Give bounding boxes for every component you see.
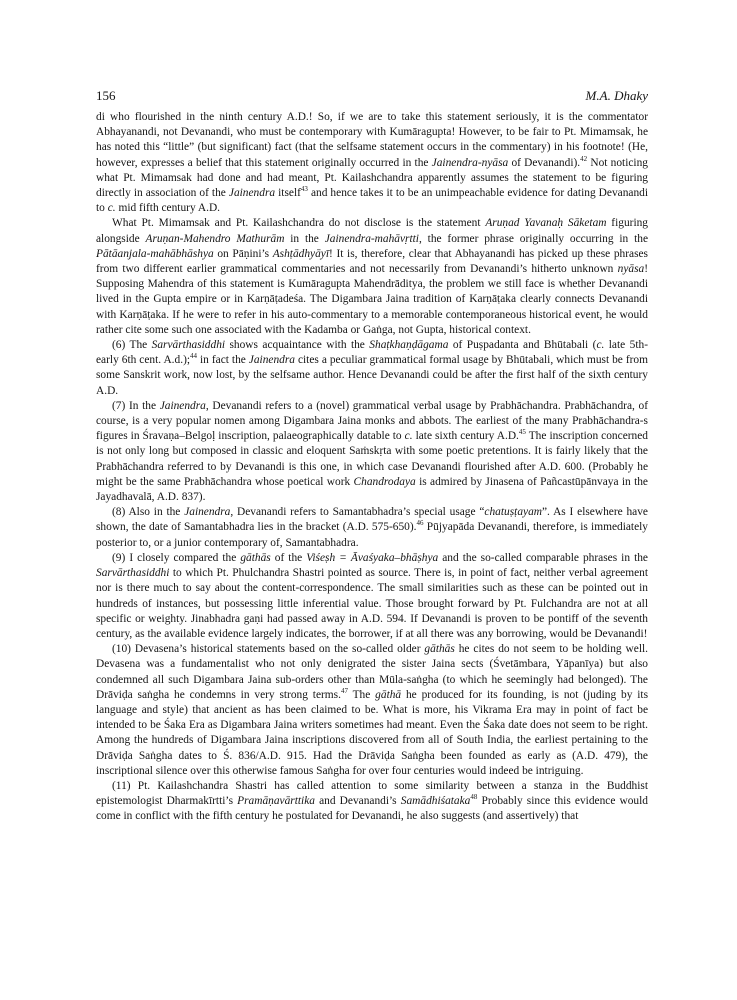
text-run: he produced for its founding, is not (juding by its language and style) that ancient as has been claimed to be. What is more, his Vikrama Era may in point of fact be intended to be Śaka Era as Digambara Jaina writers sometimes had meant. Even the Śaka date does not seem to be right. Among the hundreds of Digambara Jaina inscriptions discovered from all of South India, the earliest pertaining to the Drāviḍa Saṅgha dates to Ś. 836/A.D. 915. Had the Drāviḍa Saṅgha been founded as early as (A.D. 479), the inscriptional silence over this otherwise famous Saṅgha for over four centuries would indeed be intriguing. [96,688,649,777]
text-run: , Devanandi refers to Samantabhadra’s special usage “ [230,506,485,519]
footnote-ref: 47 [340,686,348,695]
text-run: is admired by Jinasena of Pañcastūpānvaya in the Jayadhavalā, A.D. 837). [96,475,648,504]
page-number: 156 [96,88,116,103]
paragraph [96,216,648,338]
italic-text: gāthās [240,551,271,564]
footnote-ref: 48 [470,793,478,802]
text-run: to which Pt. Phulchandra Shastri pointed as source. There is, in point of fact, neither verbal agreement nor is there much to say about the content-correspondence. The small similarities such as these can be pointed out in hundreds of instances, but possessing little inferential value. Those brought forward by Pt. Fulchandra are not at all specific or weighty. Jinabhadra gaṇi had passed away in A.D. 594. If Devanandi is proven to be pontiff of the seventh century, as the available evidence largely indicates, the borrower, if at all there was any borrowing, would be Devanandi! [96,567,648,640]
text-run: The inscription concerned is not only long but composed in classic and eloquent Saṁskṛta with some poetic pretentions. It is fairly likely that the Prabhāchandra referred to by Devanandi is this one, in which case Devanandi flourished after A.D. 600. (Probably he might be the same Prabhāchandra whose poetical work [96,430,648,488]
italic-text: Jainendra [159,399,206,412]
italic-text: Chandrodaya [353,475,416,488]
text-run: Pūjyapāda Devanandi, therefore, is immediately posterior to, or a junior contemporary of, Samantabhadra. [96,521,648,549]
paragraph [96,551,648,642]
text-run: late 5th-early 6th cent. A.d.); [96,339,648,367]
text-run: Not noticing what Pt. Mimamsak had done and had meant, Pt. Kailashchandra apparently assumes the statement to be figuring directly in association of the [96,156,648,200]
text-run: (8) Also in the [112,506,185,519]
paragraph [96,338,648,399]
text-run: of Puṣpadanta and Bhūtabali ( [448,339,597,352]
text-run: What Pt. Mimamsak and Pt. Kailashchandra do not disclose is the statement [112,217,486,230]
italic-text: Samādhiśataka [400,795,471,808]
italic-text: Jainendra-nyāsa [431,156,509,169]
body-text [96,110,648,825]
italic-text: Aruṇan-Mahendro Mathurām [145,232,285,245]
text-run: on Pāṇini’s [213,247,273,260]
text-run: The [347,688,376,701]
text-run: di who flourished in the ninth century A.D.! So, if we are to take this statement seriously, it is the commentator Abhayanandi, not Devanandi, who must be contemporary with Kumāragupta! However, to be fair to Pt. Mimamsak, he has noted this “little” (but significant) fact (that the selfsame statement occurs in the commentary) in his footnote! (He, however, expresses a belief that this statement originally occurred in the [96,111,648,169]
text-run: and hence takes it to be an unimpeachable evidence for dating Devanandi to [96,187,649,215]
italic-text: c. [107,202,116,215]
text-run: (9) I closely compared the [112,551,241,564]
footnote-ref: 45 [518,428,526,437]
italic-text: c. [596,339,605,352]
italic-text: Sarvārthasiddhi [151,339,226,352]
italic-text: Sarvārthasiddhi [96,567,170,580]
italic-text: Jainendra [248,354,295,367]
italic-text: Aruṇad Yavanaḥ Sāketam [485,217,607,230]
text-run: (10) Devasena’s historical statements based on the so-called older [112,643,425,656]
paragraph [96,779,648,825]
italic-text: Pātāanjala-mahābhāshya [96,247,214,260]
running-author: M.A. Dhaky [585,88,648,103]
italic-text: gāthā [375,688,402,701]
text-run: and the so-called comparable phrases in the [438,551,648,564]
italic-text: Shaṭkhaṇḍāgama [369,339,449,352]
text-run: itself [275,187,301,200]
text-run: (7) In the [112,399,160,412]
italic-text: Pramāṇavārttika [237,795,315,808]
text-run: shows acquaintance with the [225,339,370,352]
paragraph [96,110,648,216]
text-run: , the former phrase originally occurring in the [418,232,648,245]
footnote-ref: 43 [300,185,308,194]
text-run: figuring alongside [96,217,648,245]
text-run: in the [284,232,325,245]
footnote-ref: 44 [190,352,198,361]
italic-text: c. [404,430,413,443]
paragraph [96,399,648,505]
italic-text: Jainendra [184,506,231,519]
page [96,88,648,825]
text-run: and Devanandi’s [314,795,401,808]
text-run: , Devanandi refers to a (novel) grammatical verbal usage by Prabhāchandra. Prabhāchandra, of course, is a very popular nomen among Digambara Jaina monks and abbots. The earliest of the many Prabhāchandra-s figures in Śravaṇa–Belgoḷ inscription, palaeographically datable to [96,399,649,443]
italic-text: Jainendra [228,187,276,200]
paragraph [96,642,648,779]
text-run: of the [270,551,307,564]
text-run: cites a peculiar grammatical formal usage by Bhūtabali, which must be from some Sanskrit work, now lost, by the selfsame author. Hence Devanandi could be after the first half of the sixth century A.D. [96,354,648,397]
italic-text: gāthās [424,643,455,656]
text-run: ”. As I elsewhere have shown, the date of Samantabhadra lies in the bracket (A.D. 575-650). [96,506,648,534]
footnote-ref: 46 [416,519,424,528]
italic-text: Ashṭādhyāyī [272,247,330,260]
text-run: (11) Pt. Kailashchandra Shastri has called attention to some similarity between a stanza in the Buddhist epistemologist Dharmakīrtti’s [96,779,648,808]
text-run: of Devanandi). [508,156,581,169]
italic-text: nyāsa [617,263,645,276]
paragraph [96,505,648,551]
italic-text: Viśeṣh = Āvaśyaka–bhāṣhya [306,551,439,564]
text-run: late sixth century A.D. [412,430,519,443]
text-run: ! Supposing Mahendra of this statement is Kumāragupta Mahendrāditya, the problem we still face is whether Devanandi lived in the Gupta empire or in Karṇāṭadeśa. The Digambara Jaina tradition of Karṇāṭaka clearly connects Devanandi with Karṇāṭaka. If he were to refer in his auto-commentary to a memorable contemporaneous historical event, he would rather cite some such one associated with the Kadamba or Gaṅga, not Gupta, historical context. [96,263,648,336]
italic-text: Jainendra-mahāvṛtti [324,232,419,245]
footnote-ref: 42 [580,154,588,163]
text-run: (6) The [112,339,152,352]
text-run: he cites do not seem to be holding well. Devasena was a fundamentalist who not only denigrated the sister Jaina sects (Śvetāmbara, Yāpanīya) but also condemned all such Digambara Jaina sub-orders other than Mūla-saṅgha (to which he seemingly had belonged). The Drāviḍa saṅgha he condemns in very strong terms. [96,643,649,701]
italic-text: chatuṣṭayam [484,506,542,519]
text-run: ! It is, therefore, clear that Abhayanandi has picked up these phrases from two different earlier grammatical commentaries and not necessarily from Devanandi’s hitherto unknown [96,247,648,276]
text-run: in fact the [197,354,249,367]
text-run: Probably since this evidence would come in conflict with the fifth century he postulated for Devanandi, he also suggests (and assertively) that [96,795,648,823]
text-run: mid fifth century A.D. [115,202,221,215]
running-header [96,88,648,110]
